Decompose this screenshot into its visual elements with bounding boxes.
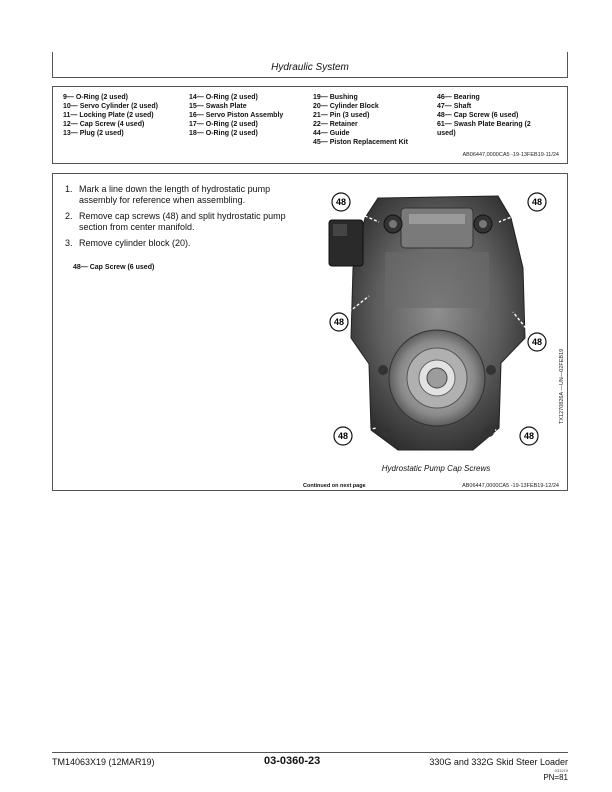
callout-label: 48 bbox=[531, 337, 543, 347]
procedure-step bbox=[65, 184, 307, 206]
procedure-section bbox=[52, 173, 568, 491]
callout-label: 48 bbox=[335, 197, 347, 207]
procedure-steps bbox=[65, 184, 307, 254]
step-text: Remove cylinder block (20). bbox=[79, 238, 191, 248]
footer-manual-id: TM14063X19 (12MAR19) bbox=[52, 757, 155, 767]
legend-item: 46— Bearing bbox=[437, 94, 480, 101]
legend-item: 18— O-Ring (2 used) bbox=[189, 130, 258, 137]
legend-item: 9— O-Ring (2 used) bbox=[63, 94, 128, 101]
legend-item: 12— Cap Screw (4 used) bbox=[63, 121, 145, 128]
footer-date-code: 031219 bbox=[554, 768, 568, 773]
step-number: 2. bbox=[65, 211, 73, 221]
legend-item: 19— Bushing bbox=[313, 94, 358, 101]
page-header bbox=[52, 52, 568, 78]
hydrostatic-pump-photo bbox=[323, 188, 549, 456]
figure-legend-item: 48— Cap Screw (6 used) bbox=[73, 264, 155, 271]
callout-label: 48 bbox=[523, 431, 535, 441]
continued-note: Continued on next page bbox=[303, 483, 366, 489]
legend-column-3 bbox=[313, 93, 408, 147]
callout-label: 48 bbox=[333, 317, 345, 327]
legend-column-2 bbox=[189, 93, 283, 138]
step-text: Mark a line down the length of hydrostatic pump assembly for reference when assembling. bbox=[79, 184, 271, 205]
legend-column-1 bbox=[63, 93, 158, 138]
figure-caption: Hydrostatic Pump Cap Screws bbox=[381, 464, 491, 473]
legend-column-4 bbox=[437, 93, 533, 138]
legend-item: 21— Pin (3 used) bbox=[313, 112, 370, 119]
legend-item: 47— Shaft bbox=[437, 103, 472, 110]
legend-item: 15— Swash Plate bbox=[189, 103, 247, 110]
callout-label: 48 bbox=[531, 197, 543, 207]
legend-item: 16— Servo Piston Assembly bbox=[189, 112, 284, 119]
procedure-step bbox=[65, 211, 307, 233]
procedure-citation: AB06447,0000CA5 -19-13FEB19-12/24 bbox=[462, 483, 559, 489]
legend-item: 22— Retainer bbox=[313, 121, 358, 128]
legend-item: 17— O-Ring (2 used) bbox=[189, 121, 258, 128]
legend-item: 10— Servo Cylinder (2 used) bbox=[63, 103, 158, 110]
header-title: Hydraulic System bbox=[271, 62, 349, 73]
legend-item: 44— Guide bbox=[313, 130, 350, 137]
footer-model: 330G and 332G Skid Steer Loader bbox=[429, 757, 568, 767]
callout-label: 48 bbox=[337, 431, 349, 441]
footer-divider bbox=[52, 752, 568, 753]
footer-page-number: 03-0360-23 bbox=[264, 755, 321, 767]
step-number: 3. bbox=[65, 238, 73, 248]
legend-item: 48— Cap Screw (6 used) bbox=[437, 112, 519, 119]
legend-item: 20— Cylinder Block bbox=[313, 103, 379, 110]
legend-item: 13— Plug (2 used) bbox=[63, 130, 124, 137]
step-text: Remove cap screws (48) and split hydrostatic pump section from center manifold. bbox=[79, 211, 286, 232]
legend-item: 14— O-Ring (2 used) bbox=[189, 94, 258, 101]
figure-image-id: TX1270826A —UN—02FEB19 bbox=[559, 348, 565, 424]
legend-item: 61— Swash Plate Bearing (2 used) bbox=[437, 121, 531, 137]
parts-legend bbox=[52, 86, 568, 164]
legend-item: 45— Piston Replacement Kit bbox=[313, 139, 408, 146]
legend-citation: AB06447,0000CA5 -19-13FEB19-11/24 bbox=[462, 152, 559, 158]
footer-pn: PN=81 bbox=[543, 773, 568, 782]
procedure-step bbox=[65, 238, 307, 249]
legend-item: 11— Locking Plate (2 used) bbox=[63, 112, 154, 119]
step-number: 1. bbox=[65, 184, 73, 194]
